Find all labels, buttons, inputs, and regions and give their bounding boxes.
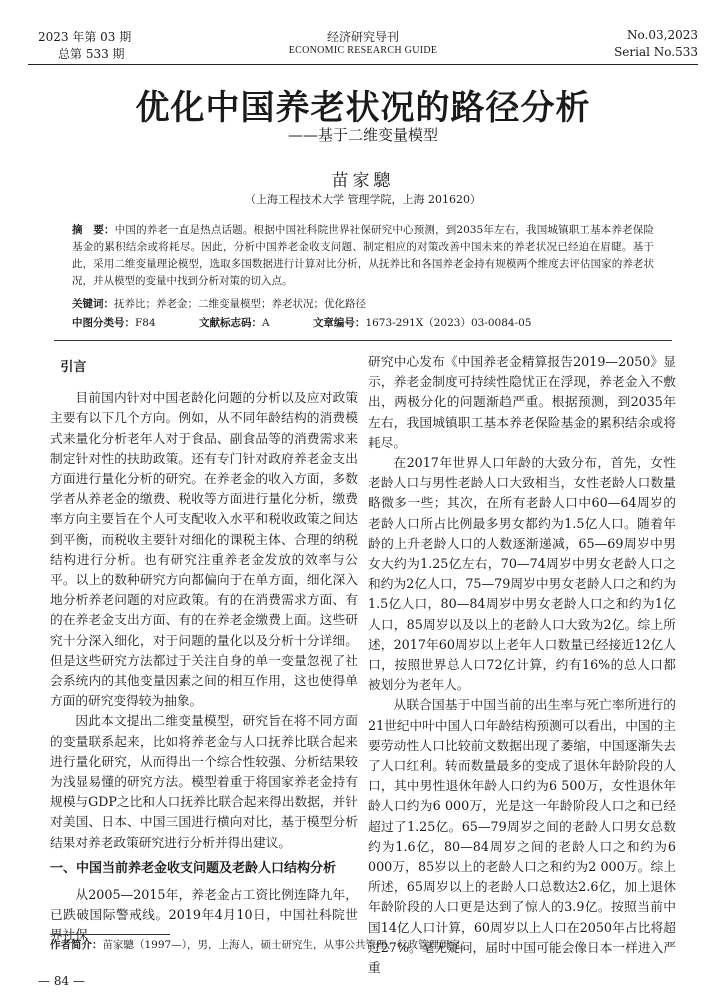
abstract-rule (54, 340, 672, 341)
article-meta (72, 315, 571, 330)
author-name: 苗家驄 (331, 171, 395, 191)
paragraph: 目前国内针对中国老龄化问题的分析以及应对政策主要有以下几个方向。例如，从不同年龄结构的消费模式来量化分析老年人对于食品、副食品等的消费需求来制定针对性的扶助政策。还有专门针对政府养老金支出方面进行量化分析的研究。在养老金的收入方面，多数学者从养老金的缴费、税收等方面进行量化分析，缴费率方向主要旨在个人可支配收入水平和税收政策之间达到平衡，而税收主要针对细化的课税主体、合理的纳税结构进行分析。也有研究注重养老金发放的效率与公平。以上的数种研究方向都偏向于在单方面，细化深入地分析养老问题的对应政策。有的在消费需求方面、有的在养老金支出方面、有的在养老金缴费上面。这些研究十分深入细化，对于问题的量化以及分析十分详细。但是这些研究方法都过于关注自身的单一变量忽视了社会系统内的其他变量因素之间的相互作用，这也使得单方面的研究变得较为抽象。 (50, 390, 358, 709)
serial-number: Serial No.533 (614, 45, 698, 59)
paragraph: 因此本文提出二维变量模型，研究旨在将不同方面的变量联系起来，比如将养老金与人口抚养比联合起来进行量化研究，从而得出一个综合性较强、分析结果较为浅显易懂的研究方法。模型着重于将国家养老金持有规模与GDP之比和人口抚养比联合起来得出数据，并针对美国、日本、中国三国进行横向对比，基于模型分析结果对养老政策研究进行分析并得出建议。 (50, 713, 358, 850)
section-heading: 一、中国当前养老金收支问题及老龄人口结构分析 (50, 860, 337, 876)
keywords-text: 抚养比；养老金；二维变量模型；养老状况；优化路径 (114, 298, 366, 310)
header-rule (28, 64, 698, 65)
intro-heading: 引言 (60, 360, 87, 375)
doc-code-label: 文献标志码： (199, 317, 262, 329)
journal-name-cn: 经济研究导刊 (326, 30, 399, 44)
paragraph: 研究中心发布《中国养老金精算报告2019—2050》显示，养老金制度可持续性隐忧正在浮现，养老金入不敷出，两极分化的问题渐趋严重。根据预测，到2035年左右，我国城镇职工基本养老保险基金的累积结余或将耗尽。 (368, 354, 676, 450)
issue-total: 总第 533 期 (58, 47, 125, 61)
clc-value: F84 (135, 317, 156, 329)
doc-code-value: A (262, 317, 270, 329)
keywords (72, 296, 654, 311)
abstract-label: 摘 要： (72, 224, 115, 236)
page-header (0, 0, 726, 66)
paper-title: 优化中国养老状况的路径分析 (135, 88, 591, 128)
paragraph: 从联合国基于中国当前的出生率与死亡率所进行的21世纪中叶中国人口年龄结构预测可以看出，中国的主要劳动性人口比较前文数据出现了萎缩，中国逐渐失去了人口红利。转而数量最多的变成了退休年龄阶段的人口，其中男性退休年龄人口约为6 500万，女性退休年龄人口约为6 000万，光是这一年龄阶段人口之和已经超过了1.25亿。65—79周岁之间的老龄人口男女总数约为1.6亿，80—84周岁之间的老龄人口之和约为6 000万，85岁以上的老龄人口之和约为2 000万。综上所述，65周岁以上的老龄人口总数达2.6亿，加上退休年龄阶段的人口更是达到了惊人的3.9亿。按照当前中国14亿人口计算，60周岁以上人口在2050年占比将超过27%。毫无疑问，届时中国可能会像日本一样进入严重 (368, 697, 676, 976)
author-affiliation: （上海工程技术大学 管理学院，上海 201620） (245, 193, 481, 206)
keywords-label: 关键词： (72, 298, 114, 310)
author-footnote (50, 937, 470, 952)
body-column-right (368, 352, 676, 978)
paragraph: 在2017年世界人口年龄的大致分布，首先，女性老龄人口与男性老龄人口大致相当，女性老龄人口数量略微多一些；其次，在所有老龄人口中60—64周岁的老龄人口所占比例最多男女都约为1.5亿人口。随着年龄的上升老龄人口的人数逐渐递减，65—69周岁中男女大约为1.25亿左右，70—74周岁中男女老龄人口之和约为2亿人口，75—79周岁中男女老龄人口之和约为1.5亿人口，80—84周岁中男女老龄人口之和约为1亿人口，85周岁以及以上的老龄人口大致为2亿。综上所述，2017年60周岁以上老年人口数量已经接近12亿人口，按照世界总人口72亿计算，约有16%的总人口都被划分为老年人。 (368, 455, 676, 693)
article-number-label: 文章编号： (312, 317, 366, 329)
body-column-left (50, 352, 358, 946)
abstract-text: 中国的养老一直是热点话题。根据中国社科院世界社保研究中心预测，到2035年左右，我国城镇职工基本养老保险基金的累积结余或将耗尽。因此，分析中国养老金收支问题、制定相应的对策改善中国未来的养老状况已经迫在眉睫。基于此，采用二维变量理论模型，选取多国数据进行计算对比分析，从抚养比和各国养老金持有规模两个维度去评估国家的养老状况，并从模型的变量中找到分析对策的切入点。 (72, 224, 654, 287)
journal-name-en: ECONOMIC RESEARCH GUIDE (288, 45, 438, 56)
clc-label: 中图分类号： (72, 317, 135, 329)
footnote-rule (50, 934, 170, 935)
issue-year: 2023 年第 03 期 (38, 30, 132, 44)
paper-subtitle: ——基于二维变量模型 (287, 126, 438, 144)
issue-number: No.03,2023 (627, 28, 698, 42)
footnote-label: 作者简介： (50, 939, 103, 951)
footnote-text: 苗家驄（1997—），男，上海人，硕士研究生，从事公共管理、行政管理研究。 (102, 939, 471, 951)
paragraph: 从2005—2015年，养老金占工资比例连降九年，已跌破国际警戒线。2019年4月10日，中国社科院世界社保 (50, 887, 358, 943)
abstract (72, 222, 654, 290)
page-number: — 84 — (38, 974, 85, 988)
article-number-value: 1673-291X（2023）03-0084-05 (365, 317, 532, 329)
